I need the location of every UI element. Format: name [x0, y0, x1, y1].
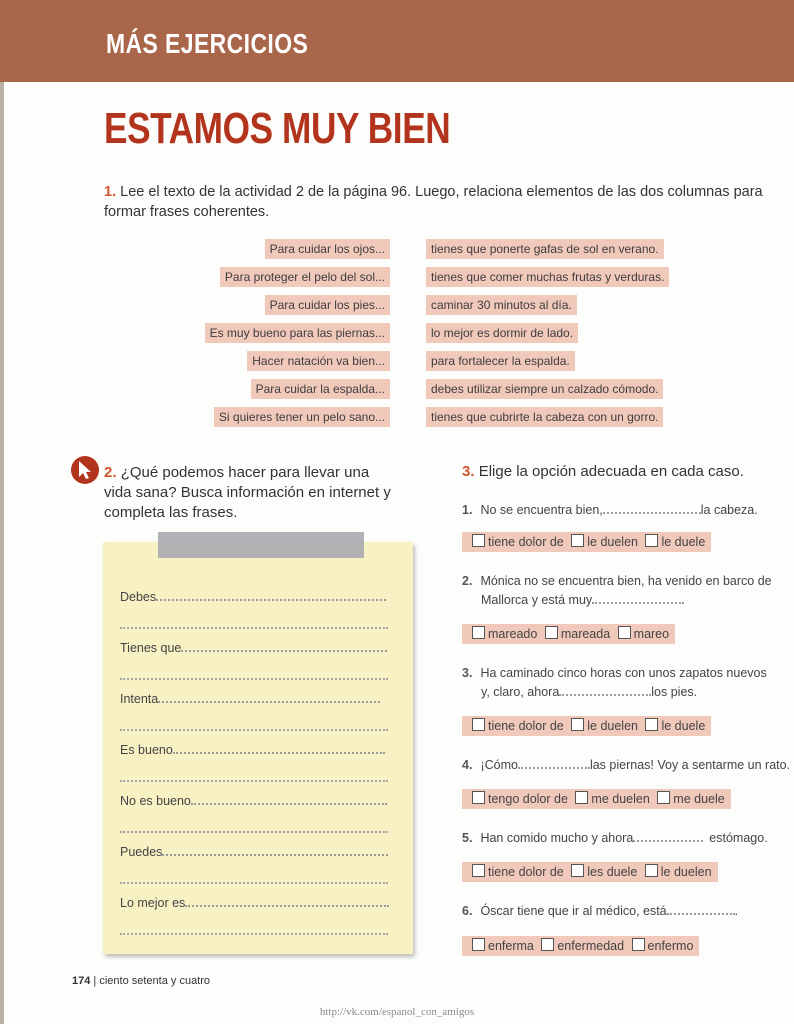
watermark-url: http://vk.com/espanol_con_amigos [319, 1006, 475, 1018]
question-text: las piernas! Voy a sentarme un rato. [589, 758, 791, 772]
checkbox[interactable] [632, 938, 645, 951]
match-left-item[interactable]: Para cuidar la espalda... [251, 379, 390, 399]
option-label: les duele [587, 865, 638, 879]
dotted-line[interactable] [120, 882, 388, 884]
match-right-item[interactable]: tienes que comer muchas frutas y verduras. [426, 267, 669, 287]
fill-line[interactable] [120, 641, 387, 655]
checkbox[interactable] [575, 791, 588, 804]
exercise-3-instruction [462, 463, 744, 480]
option-label: me duele [673, 792, 725, 806]
option-label: me duelen [591, 792, 650, 806]
page-binding-edge [0, 82, 4, 1024]
question-number: 6. [462, 904, 473, 918]
question-text: Mónica no se encuentra bien, ha venido en barco de [480, 574, 772, 588]
exercise-3-text: Elige la opción adecuada en cada caso. [478, 463, 744, 480]
prompt-label: Debes [120, 590, 157, 604]
option-label: enfermo [647, 939, 694, 953]
exercise-1-instruction [104, 182, 768, 222]
checkbox[interactable] [541, 938, 554, 951]
match-right-item[interactable]: debes utilizar siempre un calzado cómodo. [426, 379, 663, 399]
option-label: tengo dolor de [488, 792, 568, 806]
fill-line[interactable] [120, 896, 389, 910]
exercise-1-text: Lee el texto de la actividad 2 de la página 96. Luego, relaciona elementos de las dos columnas para formar frases coherentes. [104, 184, 763, 220]
question-item [462, 902, 738, 921]
page-footer: 174 | ciento setenta y cuatro [72, 975, 211, 987]
checkbox[interactable] [545, 626, 558, 639]
question-item [462, 756, 790, 775]
option-label: le duelen [587, 719, 638, 733]
prompt-label: Puedes [120, 845, 163, 859]
question-text: Han comido mucho y ahora [480, 831, 634, 845]
match-right-item[interactable]: para fortalecer la espalda. [426, 351, 575, 371]
checkbox[interactable] [472, 791, 485, 804]
option-label: tiene dolor de [488, 719, 564, 733]
dotted-line[interactable] [120, 831, 388, 833]
match-left-item[interactable]: Para cuidar los ojos... [265, 239, 390, 259]
checkbox[interactable] [645, 718, 658, 731]
options-bar [462, 789, 731, 809]
checkbox[interactable] [571, 718, 584, 731]
question-number: 3. [462, 666, 473, 680]
dotted-line[interactable] [120, 729, 388, 731]
fill-line[interactable] [120, 590, 386, 604]
dotted-line[interactable] [120, 780, 388, 782]
prompt-label: Lo mejor es [120, 896, 186, 910]
checkbox[interactable] [472, 938, 485, 951]
option-label: le duelen [587, 535, 638, 549]
options-bar [462, 624, 675, 644]
dotted-line[interactable] [120, 933, 388, 935]
exercise-2-number: 2. [104, 464, 117, 481]
checkbox[interactable] [472, 864, 485, 877]
match-left-item[interactable]: Para cuidar los pies... [265, 295, 390, 315]
prompt-label: Intenta [120, 692, 159, 706]
question-item [462, 501, 758, 520]
exercise-1-number: 1. [104, 184, 117, 200]
exercise-2-text: ¿Qué podemos hacer para llevar una vida sana? Busca información en internet y completa las frases. [104, 464, 391, 521]
question-text: Óscar tiene que ir al médico, está [480, 904, 667, 918]
option-label: enfermedad [557, 939, 625, 953]
checkbox[interactable] [571, 864, 584, 877]
option-label: enferma [488, 939, 534, 953]
checkbox[interactable] [571, 534, 584, 547]
question-number: 1. [462, 503, 473, 517]
page-number: 174 [72, 975, 91, 987]
fill-line[interactable] [120, 692, 380, 706]
option-label: le duele [661, 535, 706, 549]
internet-cursor-icon [71, 456, 99, 484]
question-text: Mallorca y está muy [481, 593, 593, 607]
prompt-label: Tienes que [120, 641, 182, 655]
exercise-2-instruction [104, 463, 394, 523]
options-bar [462, 532, 711, 552]
match-left-item[interactable]: Hacer natación va bien... [247, 351, 390, 371]
prompt-label: Es bueno [120, 743, 173, 757]
prompt-label: No es bueno [120, 794, 191, 808]
checkbox[interactable] [645, 864, 658, 877]
exercise-3-number: 3. [462, 463, 475, 480]
checkbox[interactable] [472, 534, 485, 547]
question-number: 2. [462, 574, 473, 588]
section-banner [0, 0, 794, 82]
page-number-words: ciento setenta y cuatro [99, 975, 211, 987]
question-text: y, claro, ahora [481, 685, 560, 699]
match-left-item[interactable]: Para proteger el pelo del sol... [220, 267, 390, 287]
dotted-line[interactable] [120, 627, 388, 629]
match-left-item[interactable]: Es muy bueno para las piernas... [205, 323, 390, 343]
options-bar [462, 862, 718, 882]
match-right-item[interactable]: caminar 30 minutos al día. [426, 295, 577, 315]
tape-strip [158, 532, 364, 558]
question-text: No se encuentra bien, [480, 503, 603, 517]
question-text: los pies. [651, 685, 698, 699]
option-label: mareo [633, 627, 670, 641]
checkbox[interactable] [472, 718, 485, 731]
checkbox[interactable] [657, 791, 670, 804]
option-label: le duele [661, 719, 706, 733]
question-number: 5. [462, 831, 473, 845]
page-title: ESTAMOS MUY BIEN [104, 104, 451, 153]
question-text: . [734, 904, 739, 918]
question-item [462, 572, 772, 610]
question-text: ¡Cómo [480, 758, 518, 772]
checkbox[interactable] [618, 626, 631, 639]
checkbox[interactable] [472, 626, 485, 639]
option-label: mareado [488, 627, 538, 641]
question-text: la cabeza. [700, 503, 758, 517]
question-item [462, 664, 767, 702]
option-label: mareada [560, 627, 611, 641]
question-item [462, 829, 768, 848]
question-number: 4. [462, 758, 473, 772]
match-left-item[interactable]: Si quieres tener un pelo sano... [214, 407, 390, 427]
options-bar [462, 716, 711, 736]
option-label: tiene dolor de [488, 535, 564, 549]
match-right-item[interactable]: tienes que cubrirte la cabeza con un gorro. [426, 407, 663, 427]
fill-line[interactable] [120, 845, 388, 859]
question-text: estómago. [709, 831, 768, 845]
fill-line[interactable] [120, 794, 387, 808]
question-text: Ha caminado cinco horas con unos zapatos nuevos [480, 666, 767, 680]
dotted-line[interactable] [120, 678, 388, 680]
fill-line[interactable] [120, 743, 385, 757]
option-label: le duelen [660, 865, 712, 879]
match-right-item[interactable]: lo mejor es dormir de lado. [426, 323, 578, 343]
options-bar [462, 936, 699, 956]
match-right-item[interactable]: tienes que ponerte gafas de sol en verano. [426, 239, 664, 259]
option-label: tiene dolor de [488, 865, 564, 879]
checkbox[interactable] [645, 534, 658, 547]
section-banner-title: MÁS EJERCICIOS [106, 28, 309, 59]
